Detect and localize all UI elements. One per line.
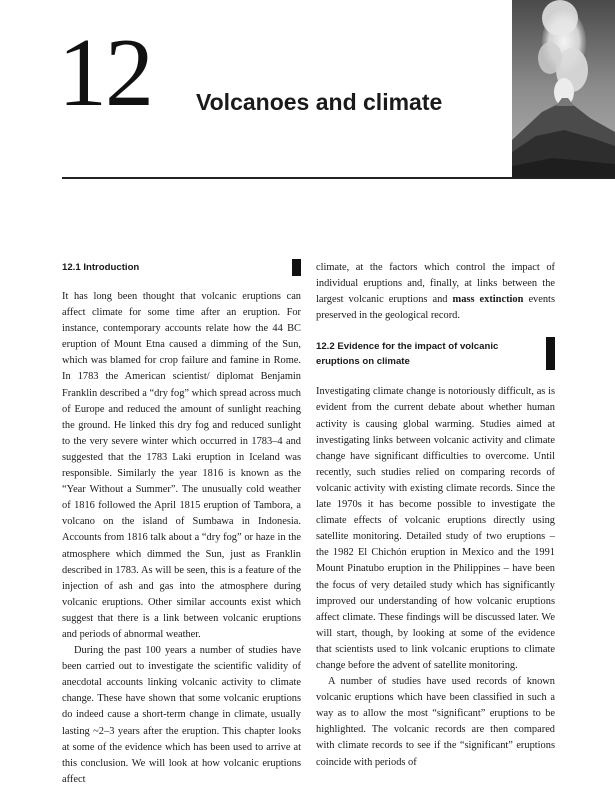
right-column [316,260,555,771]
left-column [62,260,301,788]
section-heading-text: 12.2 Evidence for the impact of volcanic eruptions on climate [316,341,499,368]
heading-bar [546,337,555,370]
paragraph: Investigating climate change is notoriously difficult, as is evident from the current debate about whether human activity is causing global warming. Studies aimed at investigating links between volcanic activity and climate change have significant difficulties to overcome. Until recently, such studies relied on comparing records of volcanic activity with existing climate records. Since the late 1970s it has become possible to investigate the climate effects of volcanic eruptions directly using satellite monitoring. Detailed study of two eruptions – the 1982 El Chichón eruption in Mexico and the 1991 Mount Pinatubo eruption in the Philippines – have been the focus of very detailed study which has significantly improved our understanding of how volcanic eruptions affect climate. These findings will be discussed later. We will start, though, by looking at some of the evidence that scientists used to link volcanic eruptions to climate change before the advent of satellite monitoring. [316,386,555,671]
section-heading-12-1 [62,260,301,275]
header-rule [62,177,615,179]
keyword-mass-extinction: mass extinction [452,294,524,306]
section-heading-12-2 [316,339,555,369]
chapter-number: 12 [58,19,152,127]
chapter-title: Volcanoes and climate [196,89,443,115]
paragraph-text: events preserved in the geological record. [316,294,555,322]
paragraph: A number of studies have used records of known volcanic eruptions which have been classified in such a way as to allow the most “significant” eruptions to be highlighted. The volcanic records are then compared with climate records to see if the “significant” eruptions coincide with periods of [316,676,555,768]
paragraph [316,260,555,324]
volcano-eruption-photo [512,0,615,178]
heading-bar [292,259,301,276]
section-heading-text: 12.1 Introduction [62,262,140,273]
paragraph: It has long been thought that volcanic eruptions can affect climate for some time after an eruption. For instance, contemporary accounts relate how the 44 BC eruption of Mount Etna caused a dimming of the Sun, which was blamed for crop failure and famine in Rome. In 1783 the American scientist/ diplomat Benjamin Franklin described a “dry fog” which spread across much of Europe and reduced the amount of sunlight reaching the ground. He linked this dry fog and reduced sunlight to the very severe winter which occurred in 1783–4 and suggested that the 1783 Laki eruption in Iceland was responsible. Similarly the year 1816 is known as the “Year Without a Summer”. The unusually cold weather of 1816 followed the April 1815 eruption of Tambora, a volcano on the island of Sumbawa in Indonesia. Accounts from 1816 talk about a “dry fog” or haze in the atmosphere which dimmed the Sun, just as Franklin described in 1783. As will be seen, this is a feature of the injection of ash and gas into the atmosphere during volcanic eruptions. Other similar accounts exist which suggest that there is a link between volcanic eruptions and periods of abnormal weather. [62,291,301,640]
paragraph: During the past 100 years a number of studies have been carried out to investigate the scientific validity of anecdotal accounts linking volcanic activity to climate change. These have shown that some volcanic eruptions do indeed cause a short-term change in climate, usually lasting ~2–3 years after the eruption. This chapter looks at some of the evidence which has been used to arrive at this conclusion. We will look at how volcanic eruptions affect [62,645,301,785]
paragraph-text: climate, at the factors which control the impact of individual eruptions and, finally, at links between the largest volcanic eruptions and [316,262,555,306]
